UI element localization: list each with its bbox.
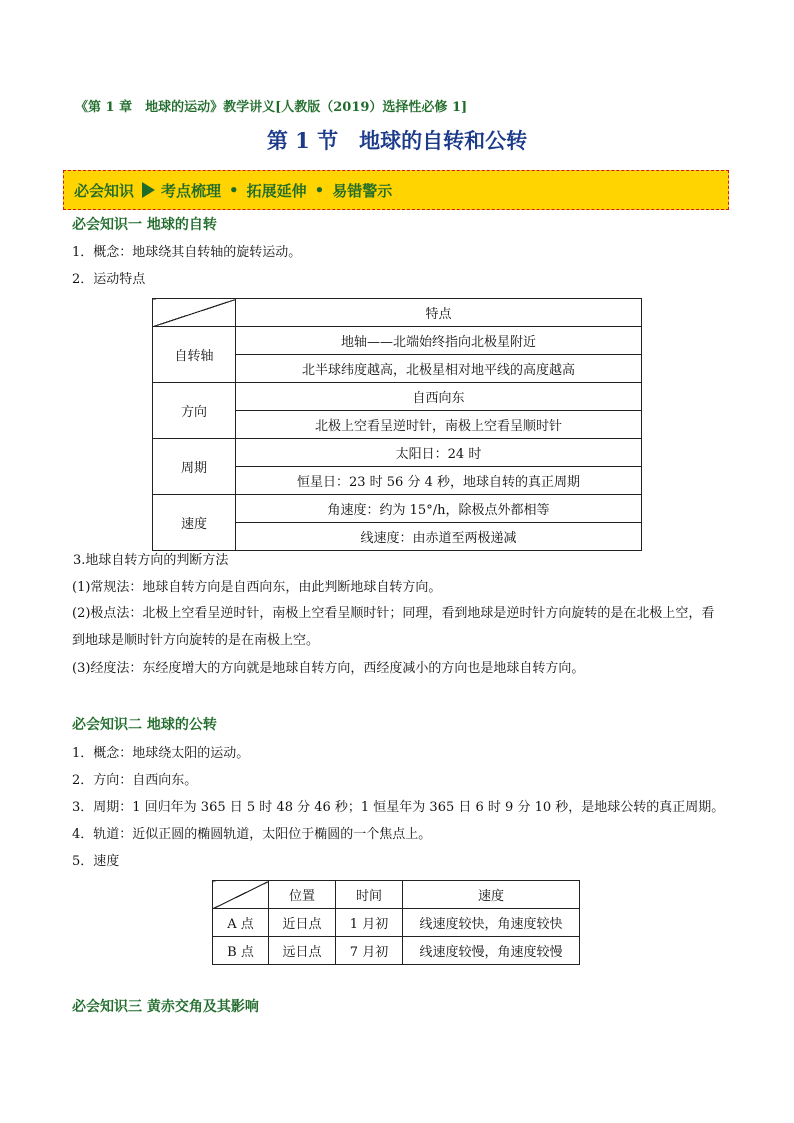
revolution-speed-table — [212, 880, 580, 965]
table-cell: 近日点 — [269, 909, 336, 937]
page-title: 第 1 节 地球的自转和公转 — [266, 128, 528, 153]
paragraph: 1．概念：地球绕其自转轴的旋转运动。 — [72, 245, 302, 260]
section-heading-revolution: 必会知识二 地球的公转 — [72, 717, 217, 733]
table-corner-cell — [213, 881, 269, 909]
table-row-label: A 点 — [213, 909, 269, 937]
table-header-cell: 时间 — [336, 881, 403, 909]
table-cell: 自西向东 — [236, 383, 642, 411]
paragraph: 2．方向：自西向东。 — [72, 773, 198, 788]
paragraph: 4．轨道：近似正圆的椭圆轨道，太阳位于椭圆的一个焦点上。 — [72, 827, 432, 842]
paragraph: 3．周期：1 回归年为 365 日 5 时 48 分 46 秒；1 恒星年为 365 日 6 时 9 分 10 秒，是地球公转的真正周期。 — [72, 800, 725, 815]
table-cell: 北极上空看呈逆时针，南极上空看呈顺时针 — [236, 411, 642, 439]
table-row-label: 周期 — [153, 439, 236, 495]
paragraph: 2．运动特点 — [72, 272, 146, 287]
table-cell: 1 月初 — [336, 909, 403, 937]
table-row-label: 方向 — [153, 383, 236, 439]
table-cell: 恒星日：23 时 56 分 4 秒，地球自转的真正周期 — [236, 467, 642, 495]
table-cell: 线速度：由赤道至两极递减 — [236, 523, 642, 551]
table-cell: 远日点 — [269, 937, 336, 965]
paragraph: (3)经度法：东经度增大的方向就是地球自转方向，西经度减小的方向也是地球自转方向。 — [72, 661, 585, 676]
table-header-cell: 特点 — [236, 299, 642, 327]
table-cell: 线速度较慢，角速度较慢 — [403, 937, 580, 965]
paragraph: 3.地球自转方向的判断方法 — [73, 553, 229, 568]
paragraph: (2)极点法：北极上空看呈逆时针，南极上空看呈顺时针；同理，看到地球是逆时针方向旋转的是在北极上空，看到地球是顺时针方向旋转的是在南极上空。 — [72, 606, 715, 648]
banner-item: 拓展延伸 — [246, 181, 307, 200]
banner-label: 必会知识 — [74, 181, 135, 200]
table-header-cell: 速度 — [403, 881, 580, 909]
table-cell: 线速度较快，角速度较快 — [403, 909, 580, 937]
section-heading-obliquity: 必会知识三 黄赤交角及其影响 — [72, 999, 259, 1015]
play-arrow-icon — [142, 182, 155, 198]
bullet-dot: • — [229, 181, 239, 199]
table-cell: 地轴——北端始终指向北极星附近 — [236, 327, 642, 355]
section-heading-rotation: 必会知识一 地球的自转 — [72, 217, 217, 233]
table-corner-cell — [153, 299, 236, 327]
table-cell: 角速度：约为 15°/h，除极点外都相等 — [236, 495, 642, 523]
rotation-features-table — [152, 298, 642, 551]
document-subtitle: 《第 1 章 地球的运动》教学讲义[人教版（2019）选择性必修 1] — [75, 100, 468, 115]
table-cell: 太阳日：24 时 — [236, 439, 642, 467]
bullet-dot: • — [314, 181, 325, 199]
paragraph: 5．速度 — [72, 854, 120, 869]
table-row-label: 自转轴 — [153, 327, 236, 383]
knowledge-banner — [63, 170, 729, 210]
paragraph: (1)常规法：地球自转方向是自西向东，由此判断地球自转方向。 — [72, 580, 442, 595]
table-header-cell: 位置 — [269, 881, 336, 909]
table-row-label: B 点 — [213, 937, 269, 965]
table-cell: 北半球纬度越高，北极星相对地平线的高度越高 — [236, 355, 642, 383]
banner-item: 易错警示 — [332, 181, 393, 200]
banner-item: 考点梳理 — [161, 181, 222, 200]
table-row-label: 速度 — [153, 495, 236, 551]
table-cell: 7 月初 — [336, 937, 403, 965]
paragraph: 1．概念：地球绕太阳的运动。 — [72, 746, 250, 761]
